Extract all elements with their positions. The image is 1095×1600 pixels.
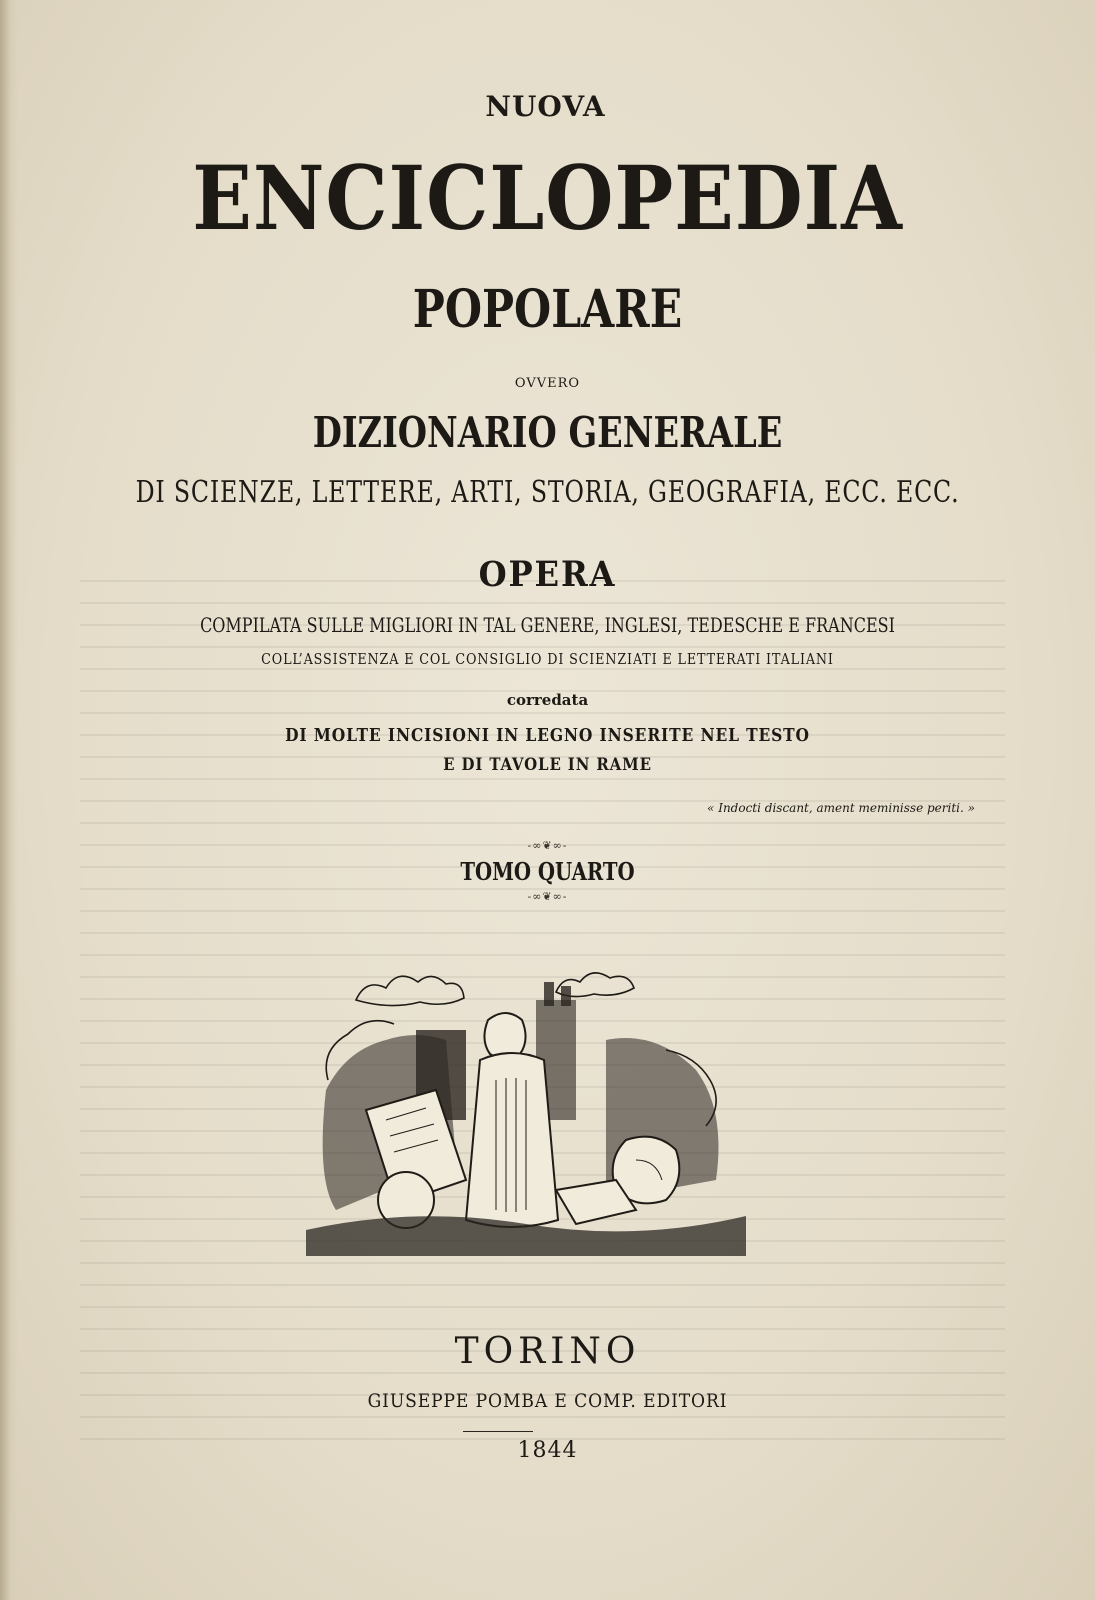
imprint-rule: [463, 1431, 533, 1432]
connector-word: OVVERO: [514, 376, 581, 391]
imprint-publisher: GIUSEPPE POMBA E COMP. EDITORI: [367, 1390, 728, 1412]
dictionary-title: DIZIONARIO GENERALE: [312, 408, 783, 457]
pre-title: NUOVA: [485, 90, 606, 123]
allegorical-engraving-icon: [306, 960, 746, 1270]
subjects-line: DI SCIENZE, LETTERE, ARTI, STORIA, GEOGRAFIA, ECC. ECC.: [135, 475, 960, 510]
volume-label: TOMO QUARTO: [460, 857, 635, 886]
work-label: OPERA: [478, 554, 617, 595]
main-title: ENCICLOPEDIA: [192, 146, 903, 250]
imprint-city: TORINO: [454, 1331, 641, 1372]
supplied-word: corredata: [506, 691, 589, 709]
ornament-bottom: -∞❦∞-: [527, 890, 568, 903]
plates-line: E DI TAVOLE IN RAME: [443, 755, 652, 775]
compiled-line: COMPILATA SULLE MIGLIORI IN TAL GENERE, INGLESI, TEDESCHE E FRANCESI: [200, 613, 895, 637]
engravings-line: DI MOLTE INCISIONI IN LEGNO INSERITE NEL TESTO: [285, 725, 810, 746]
subtitle: POPOLARE: [412, 279, 683, 340]
assistance-line: COLL’ASSISTENZA E COL CONSIGLIO DI SCIENZIATI E LETTERATI ITALIANI: [261, 650, 834, 668]
ornament-top: -∞❦∞-: [527, 839, 568, 852]
latin-motto: « Indocti discant, ament meminisse periti. »: [707, 801, 975, 815]
imprint-year: 1844: [517, 1438, 578, 1463]
